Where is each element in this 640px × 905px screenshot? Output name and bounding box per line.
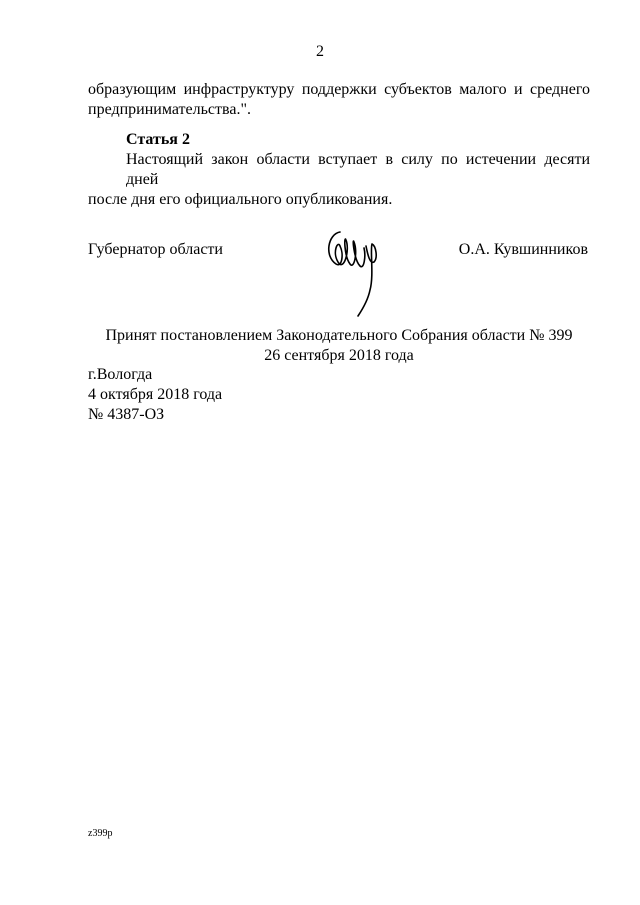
intro-paragraph bbox=[88, 80, 590, 120]
article-line-1: Настоящий закон области вступает в силу по истечении десяти дней bbox=[126, 151, 590, 188]
article-heading: Статья 2 bbox=[126, 131, 190, 148]
city: г.Вологда bbox=[88, 366, 153, 383]
document-details bbox=[88, 365, 222, 425]
adoption-date: 26 сентября 2018 года bbox=[264, 347, 414, 364]
adoption-line-1: Принят постановлением Законодательного Собрания области № 399 bbox=[105, 327, 573, 344]
article-2 bbox=[88, 130, 590, 210]
intro-line-1: образующим инфраструктуру поддержки субъектов малого и среднего bbox=[88, 81, 590, 98]
article-line-2: после дня его официального опубликования. bbox=[88, 191, 393, 208]
signatory-title: Губернатор области bbox=[88, 241, 223, 258]
handwritten-signature-icon bbox=[322, 226, 386, 318]
signatory-name: О.А. Кувшинников bbox=[458, 241, 588, 258]
signing-date: 4 октября 2018 года bbox=[88, 386, 223, 403]
law-number: № 4387-ОЗ bbox=[88, 406, 165, 423]
footer-code: z399р bbox=[88, 828, 113, 839]
page-number: 2 bbox=[316, 43, 324, 60]
adoption-info bbox=[88, 326, 590, 366]
intro-line-2: предпринимательства.". bbox=[88, 101, 251, 118]
